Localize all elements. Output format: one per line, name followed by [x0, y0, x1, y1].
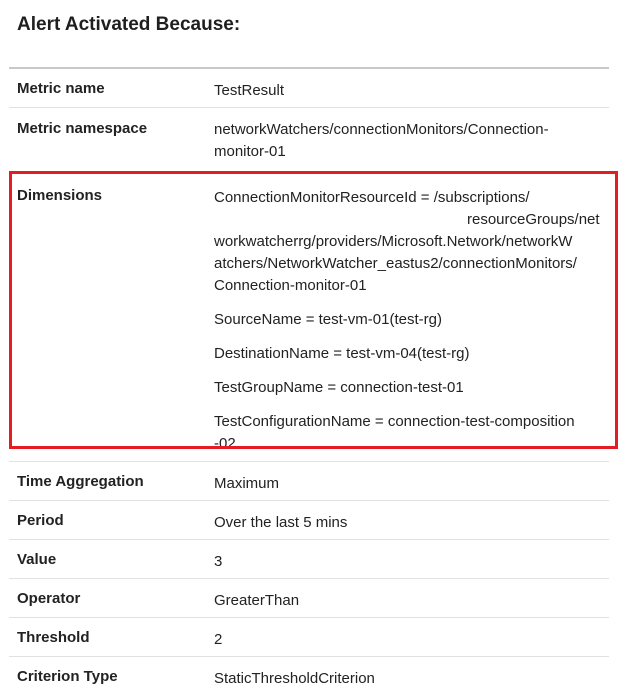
row-value: StaticThresholdCriterion	[214, 670, 375, 687]
row-value: Maximum	[214, 475, 280, 492]
row-label: Threshold	[17, 629, 90, 646]
table-row-dimensions	[9, 174, 609, 462]
alert-details-table	[9, 67, 609, 694]
row-label: Criterion Type	[17, 668, 118, 685]
row-label: Value	[17, 551, 57, 568]
row-value: GreaterThan	[214, 592, 300, 609]
row-value: 2	[214, 631, 223, 648]
table-row-metric-namespace	[9, 108, 609, 174]
dimensions-list	[214, 187, 609, 455]
row-label: Dimensions	[17, 187, 103, 204]
table-row-operator	[9, 579, 609, 618]
dimension-line: atchers/NetworkWatcher_eastus2/connectionMonitors/	[214, 255, 577, 272]
dimension-resource-id	[214, 187, 609, 297]
dimension-line: TestConfigurationName = connection-test-composition	[214, 413, 575, 430]
dimension-test-configuration-name	[214, 411, 609, 455]
row-label: Time Aggregation	[17, 473, 144, 490]
row-label: Operator	[17, 590, 81, 607]
dimension-line: ConnectionMonitorResourceId = /subscriptions/	[214, 189, 530, 206]
dimension-destination-name: DestinationName = test-vm-04(test-rg)	[214, 345, 470, 362]
table-row-metric-name	[9, 69, 609, 108]
table-row-criterion-type	[9, 657, 609, 694]
row-label: Metric name	[17, 80, 105, 97]
table-row-period	[9, 501, 609, 540]
dimension-source-name: SourceName = test-vm-01(test-rg)	[214, 311, 442, 328]
row-value-line: monitor-01	[214, 143, 286, 160]
table-row-time-aggregation	[9, 462, 609, 501]
dimension-test-group-name: TestGroupName = connection-test-01	[214, 379, 464, 396]
row-value-line: networkWatchers/connectionMonitors/Connection-	[214, 121, 549, 138]
dimension-line: Connection-monitor-01	[214, 277, 367, 294]
row-value: 3	[214, 553, 223, 570]
table-row-threshold	[9, 618, 609, 657]
row-label: Metric namespace	[17, 120, 148, 137]
row-value	[214, 119, 594, 163]
row-value: TestResult	[214, 82, 285, 99]
dimension-line: -02	[214, 435, 236, 452]
row-label: Period	[17, 512, 64, 529]
row-value: Over the last 5 mins	[214, 514, 348, 531]
page-title: Alert Activated Because:	[17, 14, 241, 35]
dimension-line: resourceGroups/net	[467, 211, 600, 228]
dimension-line: workwatcherrg/providers/Microsoft.Network/networkW	[214, 233, 573, 250]
table-row-value	[9, 540, 609, 579]
